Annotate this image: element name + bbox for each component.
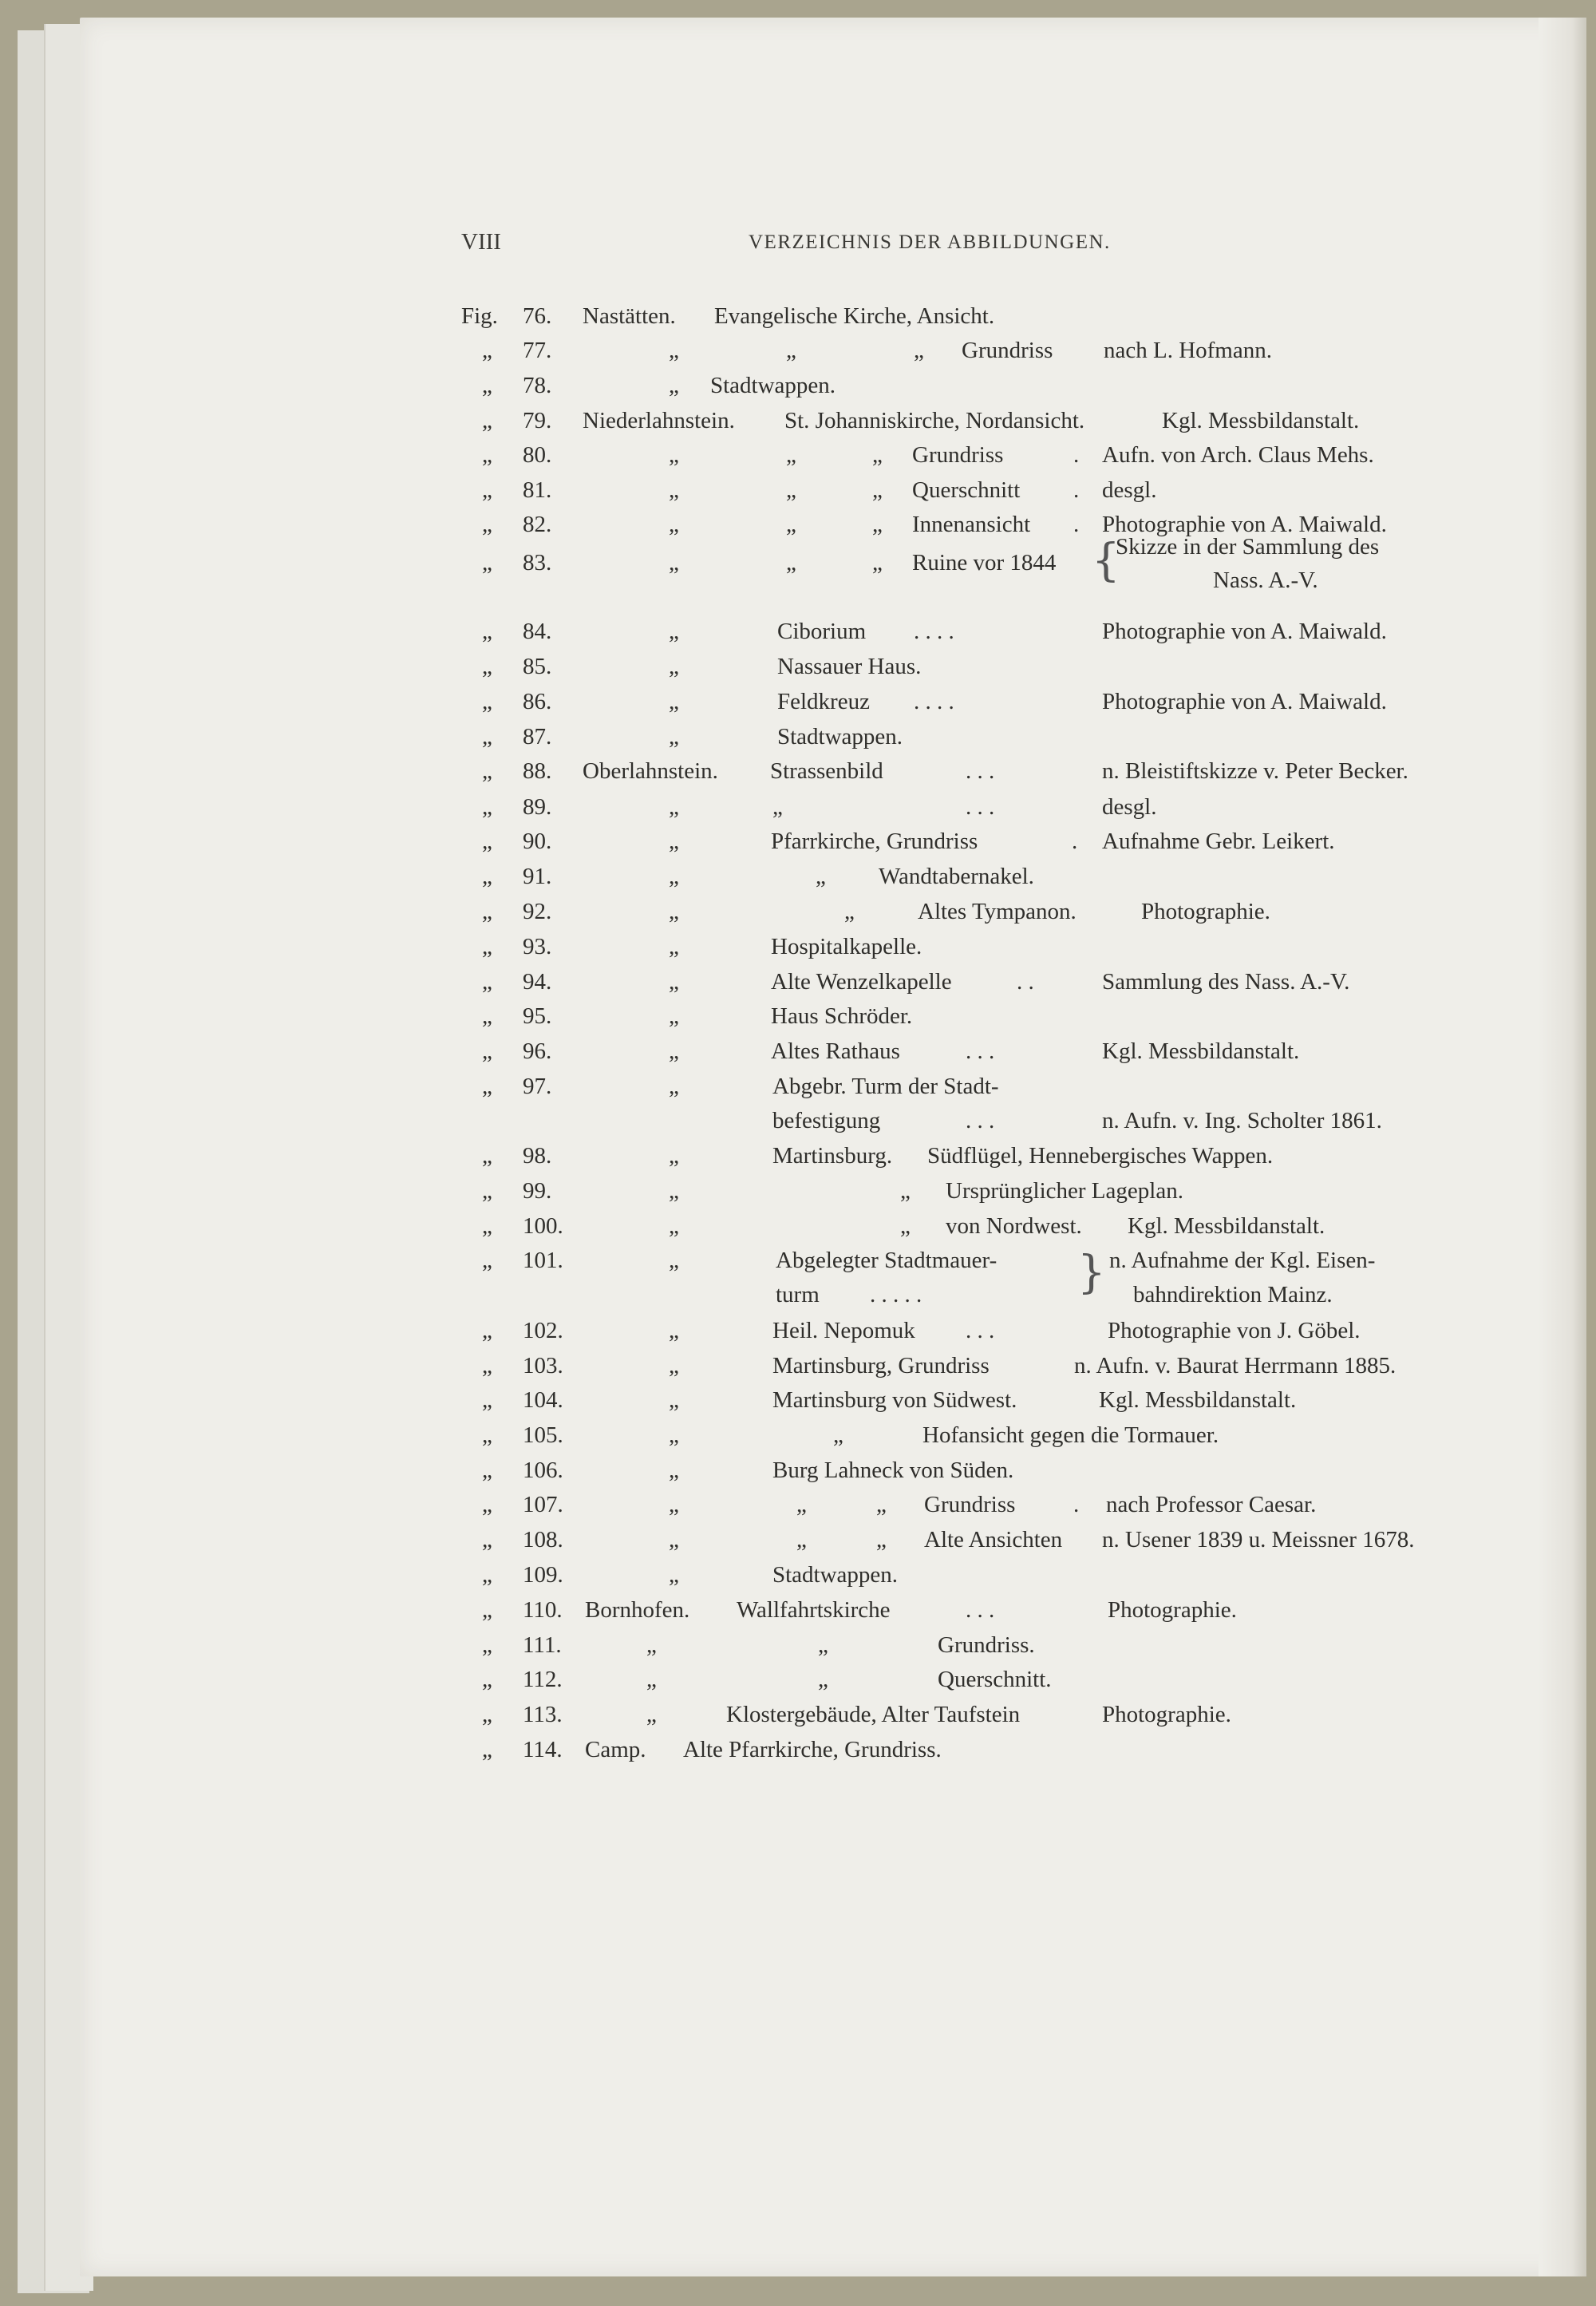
entry-text: Stadtwappen.: [710, 373, 836, 398]
entry-prefix: „: [482, 1422, 492, 1448]
figure-entry: [0, 303, 1596, 338]
entry-text: „: [833, 1422, 843, 1448]
entry-prefix: „: [482, 1667, 492, 1692]
figure-entry: [0, 758, 1596, 793]
entry-text: . . . .: [914, 619, 954, 644]
entry-text: n. Aufnahme der Kgl. Eisen-: [1109, 1248, 1376, 1273]
figure-entry: [0, 864, 1596, 899]
entry-prefix: „: [482, 1737, 492, 1762]
entry-prefix: „: [482, 864, 492, 889]
entry-text: Altes Rathaus: [771, 1038, 900, 1064]
entry-text: „: [786, 477, 796, 503]
entry-text: n. Usener 1839 u. Meissner 1678.: [1102, 1527, 1415, 1552]
entry-text: . . . .: [914, 689, 954, 714]
entry-text: „: [914, 338, 924, 363]
entry-text: „: [669, 442, 679, 468]
entry-text: .: [1073, 1492, 1080, 1517]
figure-number: 78.: [523, 373, 552, 398]
entry-prefix: „: [482, 689, 492, 714]
entry-text: n. Bleistiftskizze v. Peter Becker.: [1102, 758, 1408, 784]
entry-text: Kgl. Messbildanstalt.: [1162, 408, 1360, 433]
entry-text: Photographie von A. Maiwald.: [1102, 689, 1387, 714]
entry-prefix: „: [482, 794, 492, 820]
entry-prefix: „: [482, 550, 492, 576]
entry-text: „: [844, 899, 855, 924]
entry-prefix: „: [482, 1702, 492, 1727]
entry-text: „: [669, 1527, 679, 1552]
figure-entry: [0, 1213, 1596, 1248]
entry-text: „: [669, 1353, 679, 1378]
entry-text: Burg Lahneck von Süden.: [772, 1458, 1014, 1483]
entry-prefix: „: [482, 1213, 492, 1239]
entry-prefix: „: [482, 512, 492, 537]
entry-text: „: [669, 1248, 679, 1273]
entry-prefix: „: [482, 934, 492, 959]
figure-entry: [0, 934, 1596, 969]
entry-prefix: „: [482, 1038, 492, 1064]
figure-entry: [0, 1387, 1596, 1422]
entry-prefix: „: [482, 408, 492, 433]
entry-prefix: „: [482, 1353, 492, 1378]
entry-text: „: [669, 969, 679, 995]
entry-text: „: [669, 689, 679, 714]
running-title: VERZEICHNIS DER ABBILDUNGEN.: [749, 231, 1111, 253]
entry-text: . . .: [966, 1108, 995, 1133]
figure-number: 94.: [523, 969, 552, 995]
entry-text: „: [669, 1422, 679, 1448]
figure-entry: [0, 1667, 1596, 1702]
entry-text: Photographie von A. Maiwald.: [1102, 512, 1387, 537]
entry-text: bahndirektion Mainz.: [1133, 1282, 1333, 1307]
figure-entry: [0, 829, 1596, 864]
entry-text: Ciborium: [777, 619, 867, 644]
figure-entry: [0, 899, 1596, 934]
figure-number: 113.: [523, 1702, 563, 1727]
figure-entry: [0, 619, 1596, 654]
entry-text: Photographie.: [1102, 1702, 1231, 1727]
figure-number: 90.: [523, 829, 552, 854]
entry-text: „: [669, 1143, 679, 1169]
entry-text: Kgl. Messbildanstalt.: [1128, 1213, 1325, 1239]
entry-text: „: [872, 477, 883, 503]
figure-number: 105.: [523, 1422, 563, 1448]
figure-entry: [0, 1038, 1596, 1074]
figure-number: 104.: [523, 1387, 563, 1413]
figure-entry: [0, 1737, 1596, 1772]
figure-number: 89.: [523, 794, 552, 820]
entry-prefix: „: [482, 1003, 492, 1029]
entry-prefix: „: [482, 619, 492, 644]
entry-prefix: „: [482, 1248, 492, 1273]
entry-text: Hofansicht gegen die Tormauer.: [922, 1422, 1219, 1448]
entry-prefix: „: [482, 442, 492, 468]
entry-text: „: [669, 373, 679, 398]
entry-text: „: [876, 1527, 887, 1552]
entry-text: . . . . .: [870, 1282, 922, 1307]
entry-text: „: [646, 1632, 657, 1658]
entry-prefix: „: [482, 969, 492, 995]
figure-number: 82.: [523, 512, 552, 537]
entry-text: „: [669, 512, 679, 537]
entry-text: Photographie.: [1108, 1597, 1237, 1623]
figure-number: 86.: [523, 689, 552, 714]
entry-text: Querschnitt.: [938, 1667, 1052, 1692]
figure-number: 96.: [523, 1038, 552, 1064]
entry-text: „: [872, 512, 883, 537]
figure-number: 112.: [523, 1667, 563, 1692]
entry-prefix: „: [482, 724, 492, 750]
entry-prefix: „: [482, 1458, 492, 1483]
entry-text: „: [669, 338, 679, 363]
entry-text: . . .: [966, 1597, 995, 1623]
entry-text: .: [1073, 442, 1080, 468]
figure-number: 84.: [523, 619, 552, 644]
figure-number: 88.: [523, 758, 552, 784]
entry-prefix: „: [482, 1527, 492, 1552]
entry-text: „: [669, 1387, 679, 1413]
entry-text: „: [786, 338, 796, 363]
entry-text: Aufnahme Gebr. Leikert.: [1102, 829, 1335, 854]
entry-text: „: [669, 864, 679, 889]
entry-text: Martinsburg.: [772, 1143, 893, 1169]
entry-text: „: [669, 1038, 679, 1064]
figure-number: 91.: [523, 864, 552, 889]
entry-text: „: [669, 1318, 679, 1343]
figure-entry: [0, 1353, 1596, 1388]
figure-number: 87.: [523, 724, 552, 750]
entry-text: Nastätten.: [583, 303, 676, 329]
entry-text: „: [872, 442, 883, 468]
entry-text: Photographie von J. Göbel.: [1108, 1318, 1361, 1343]
figure-number: 100.: [523, 1213, 563, 1239]
figure-number: 114.: [523, 1737, 563, 1762]
entry-text: „: [669, 550, 679, 576]
entry-text: n. Aufn. v. Baurat Herrmann 1885.: [1074, 1353, 1396, 1378]
entry-text: „: [669, 1213, 679, 1239]
entry-text: Sammlung des Nass. A.-V.: [1102, 969, 1350, 995]
entry-text: Niederlahnstein.: [583, 408, 735, 433]
entry-text: . .: [1017, 969, 1034, 995]
entry-text: „: [796, 1492, 807, 1517]
entry-text: Ruine vor 1844: [912, 550, 1057, 576]
entry-text: nach Professor Caesar.: [1106, 1492, 1317, 1517]
entry-text: von Nordwest.: [946, 1213, 1082, 1239]
entry-text: Südflügel, Hennebergisches Wappen.: [927, 1143, 1274, 1169]
entry-text: Kgl. Messbildanstalt.: [1099, 1387, 1297, 1413]
entry-text: Grundriss: [912, 442, 1004, 468]
entry-text: .: [1073, 512, 1080, 537]
entry-text: „: [669, 724, 679, 750]
entry-text: Altes Tympanon.: [918, 899, 1077, 924]
entry-text: Pfarrkirche, Grundriss: [771, 829, 978, 854]
entry-text: Aufn. von Arch. Claus Mehs.: [1102, 442, 1374, 468]
entry-text: Skizze in der Sammlung des: [1116, 534, 1380, 560]
entry-prefix: „: [482, 899, 492, 924]
entry-text: Alte Wenzelkapelle: [771, 969, 952, 995]
figure-number: 109.: [523, 1562, 563, 1588]
entry-text: „: [646, 1702, 657, 1727]
figure-number: 98.: [523, 1143, 552, 1169]
entry-text: „: [669, 1074, 679, 1099]
figure-number: 81.: [523, 477, 552, 503]
entry-text: Querschnitt: [912, 477, 1021, 503]
figure-entry: [0, 1702, 1596, 1737]
entry-text: St. Johanniskirche, Nordansicht.: [784, 408, 1085, 433]
figure-entry: [0, 1492, 1596, 1527]
figure-number: 93.: [523, 934, 552, 959]
entry-text: . . .: [966, 758, 995, 784]
figure-number: 106.: [523, 1458, 563, 1483]
entry-text: „: [669, 899, 679, 924]
entry-text: Alte Ansichten: [924, 1527, 1063, 1552]
figure-number: 95.: [523, 1003, 552, 1029]
entry-text: Grundriss: [962, 338, 1053, 363]
entry-text: „: [818, 1667, 828, 1692]
figure-entry: [0, 1458, 1596, 1493]
entry-text: Klostergebäude, Alter Taufstein: [726, 1702, 1021, 1727]
entry-text: nach L. Hofmann.: [1104, 338, 1272, 363]
figure-entry: [0, 1003, 1596, 1038]
entry-prefix: „: [482, 654, 492, 679]
entry-prefix: „: [482, 1178, 492, 1204]
entry-text: „: [669, 1003, 679, 1029]
entry-text: desgl.: [1102, 477, 1157, 503]
entry-text: Ursprünglicher Lageplan.: [946, 1178, 1183, 1204]
figure-entry: [0, 442, 1596, 477]
entry-text: „: [772, 794, 783, 820]
entry-text: „: [669, 1178, 679, 1204]
entry-text: Abgelegter Stadtmauer-: [776, 1248, 998, 1273]
entry-text: „: [669, 1562, 679, 1588]
entry-text: . . .: [966, 794, 995, 820]
entry-text: Feldkreuz: [777, 689, 870, 714]
figure-number: 79.: [523, 408, 552, 433]
entry-text: turm: [776, 1282, 820, 1307]
entry-text: Alte Pfarrkirche, Grundriss.: [683, 1737, 942, 1762]
entry-text: desgl.: [1102, 794, 1157, 820]
entry-prefix: „: [482, 1318, 492, 1343]
entry-text: befestigung: [772, 1108, 881, 1133]
figure-number: 97.: [523, 1074, 552, 1099]
figure-number: 103.: [523, 1353, 563, 1378]
entry-text: Stadtwappen.: [777, 724, 903, 750]
entry-text: „: [900, 1178, 911, 1204]
entry-text: Grundriss: [924, 1492, 1016, 1517]
entry-text: Abgebr. Turm der Stadt-: [772, 1074, 999, 1099]
entry-text: Evangelische Kirche, Ansicht.: [714, 303, 995, 329]
page-number: VIII: [461, 229, 501, 255]
entry-text: Strassenbild: [770, 758, 883, 784]
entry-text: Hospitalkapelle.: [771, 934, 922, 959]
entry-prefix: „: [482, 1597, 492, 1623]
entry-text: .: [1073, 477, 1080, 503]
figure-entry: [0, 724, 1596, 759]
entry-text: Wallfahrtskirche: [737, 1597, 891, 1623]
entry-text: Martinsburg, Grundriss: [772, 1353, 990, 1378]
figure-entry: [0, 654, 1596, 689]
entry-text: Nassauer Haus.: [777, 654, 922, 679]
entry-text: „: [669, 1492, 679, 1517]
figure-entry: [0, 1143, 1596, 1178]
entry-text: „: [872, 550, 883, 576]
entry-text: „: [669, 477, 679, 503]
entry-text: „: [669, 794, 679, 820]
figure-entry: [0, 408, 1596, 443]
figure-number: 83.: [523, 550, 552, 576]
entry-text: Oberlahnstein.: [583, 758, 718, 784]
figure-entry: [0, 1632, 1596, 1667]
figure-entry: [0, 1074, 1596, 1133]
figure-entry: [0, 338, 1596, 373]
entry-text: „: [786, 442, 796, 468]
entry-prefix: „: [482, 373, 492, 398]
entry-text: Innenansicht: [912, 512, 1031, 537]
entry-prefix: „: [482, 338, 492, 363]
figure-entry: [0, 1318, 1596, 1353]
figure-entry: [0, 1527, 1596, 1562]
entry-text: Photographie von A. Maiwald.: [1102, 619, 1387, 644]
brace-mark: }: [1077, 1247, 1106, 1299]
entry-text: „: [786, 512, 796, 537]
entry-prefix: „: [482, 1074, 492, 1099]
entry-prefix: „: [482, 1143, 492, 1169]
entry-text: „: [669, 934, 679, 959]
entry-text: „: [669, 654, 679, 679]
figure-entry: [0, 689, 1596, 724]
entry-text: Bornhofen.: [585, 1597, 690, 1623]
figure-entry: [0, 794, 1596, 829]
figure-number: 101.: [523, 1248, 563, 1273]
figure-entry: [0, 534, 1596, 593]
entry-text: Grundriss.: [938, 1632, 1035, 1658]
entry-text: „: [818, 1632, 828, 1658]
entry-prefix: Fig.: [461, 303, 498, 329]
entry-text: „: [669, 619, 679, 644]
figure-number: 80.: [523, 442, 552, 468]
entry-text: „: [900, 1213, 911, 1239]
figure-number: 99.: [523, 1178, 552, 1204]
figure-number: 85.: [523, 654, 552, 679]
figure-number: 110.: [523, 1597, 563, 1623]
entry-text: .: [1072, 829, 1078, 854]
entry-text: „: [786, 550, 796, 576]
entry-text: Martinsburg von Südwest.: [772, 1387, 1017, 1413]
entry-text: Kgl. Messbildanstalt.: [1102, 1038, 1300, 1064]
entry-prefix: „: [482, 829, 492, 854]
figure-entry: [0, 1178, 1596, 1213]
entry-text: Heil. Nepomuk: [772, 1318, 915, 1343]
entry-text: „: [816, 864, 826, 889]
entry-text: . . .: [966, 1318, 995, 1343]
entry-text: Nass. A.-V.: [1213, 568, 1318, 593]
entry-prefix: „: [482, 1562, 492, 1588]
entry-text: „: [646, 1667, 657, 1692]
figure-entry: [0, 477, 1596, 512]
figure-number: 102.: [523, 1318, 563, 1343]
figure-number: 76.: [523, 303, 552, 329]
entry-text: . . .: [966, 1038, 995, 1064]
entry-prefix: „: [482, 1387, 492, 1413]
figure-entry: [0, 969, 1596, 1004]
entry-text: „: [876, 1492, 887, 1517]
entry-text: „: [796, 1527, 807, 1552]
entry-text: „: [669, 829, 679, 854]
entry-text: n. Aufn. v. Ing. Scholter 1861.: [1102, 1108, 1382, 1133]
entry-text: Haus Schröder.: [771, 1003, 913, 1029]
entry-text: „: [669, 1458, 679, 1483]
entry-text: Wandtabernakel.: [879, 864, 1034, 889]
figure-number: 77.: [523, 338, 552, 363]
figure-number: 108.: [523, 1527, 563, 1552]
entry-text: Camp.: [585, 1737, 646, 1762]
figure-entry: [0, 1597, 1596, 1632]
entry-prefix: „: [482, 1492, 492, 1517]
figure-entry: [0, 373, 1596, 408]
entry-prefix: „: [482, 477, 492, 503]
entry-text: Photographie.: [1141, 899, 1270, 924]
figure-number: 92.: [523, 899, 552, 924]
entry-text: Stadtwappen.: [772, 1562, 899, 1588]
brace-mark: {: [1092, 535, 1120, 587]
figure-entry: [0, 1562, 1596, 1597]
figure-number: 107.: [523, 1492, 563, 1517]
figure-number: 111.: [523, 1632, 562, 1658]
figure-entry: [0, 1247, 1596, 1307]
figure-entry: [0, 1422, 1596, 1458]
entry-prefix: „: [482, 1632, 492, 1658]
entry-prefix: „: [482, 758, 492, 784]
